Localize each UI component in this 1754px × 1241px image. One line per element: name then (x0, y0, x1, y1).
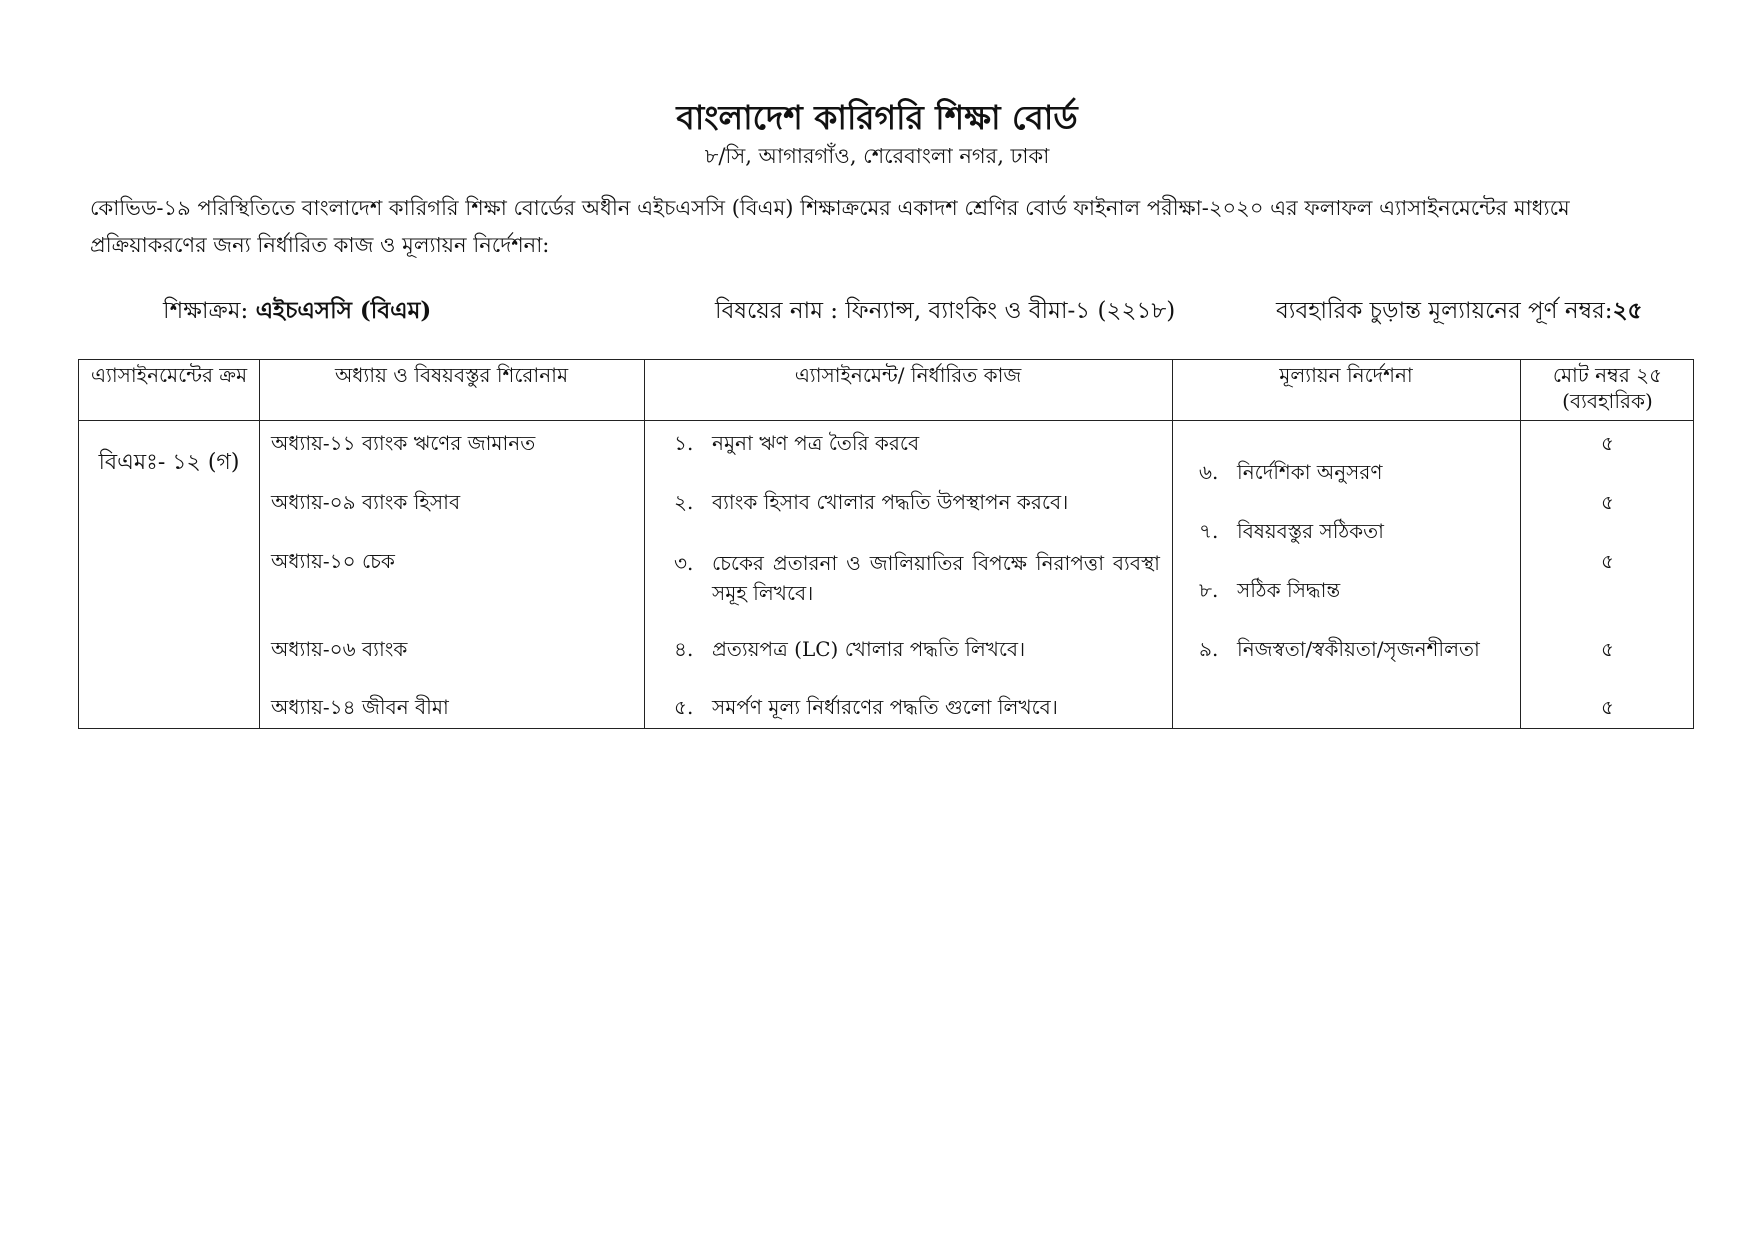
mark-value: ৫ (1601, 637, 1614, 661)
task-number: ২. (674, 490, 694, 514)
task-text: নমুনা ঋণ পত্র তৈরি করবে (712, 431, 920, 455)
mark-value: ৫ (1601, 431, 1614, 455)
table-divider (1172, 360, 1173, 728)
task-text: চেকের প্রতারনা ও জালিয়াতির বিপক্ষে নিরাপত্তা ব্যবস্থা সমূহ লিখবে। (712, 551, 1160, 605)
table-divider (259, 360, 260, 728)
criteria-number: ৭. (1199, 519, 1219, 543)
task-item (674, 489, 1160, 515)
mark-value: ৫ (1601, 549, 1614, 573)
task-number: ৩. (674, 551, 694, 575)
intro-paragraph: কোভিড-১৯ পরিস্থিতিতে বাংলাদেশ কারিগরি শিক্ষা বোর্ডের অধীন এইচএসসি (বিএম) শিক্ষাক্রমের একাদশ শ্রেণির বোর্ড ফাইনাল পরীক্ষা-২০২০ এর ফলাফল এ্যাসাইনমেন্টের মাধ্যমে প্রক্রিয়াকরণের জন্য নির্ধারিত কাজ ও মূল্যায়ন নির্দেশনা: (90, 196, 1570, 257)
table-header-divider (79, 420, 1693, 421)
header-chapter-title: অধ্যায় ও বিষয়বস্তুর শিরোনাম (334, 363, 569, 387)
task-text: প্রত্যয়পত্র (LC) খোলার পদ্ধতি লিখবে। (712, 637, 1026, 661)
curriculum-label: শিক্ষাক্রম: (163, 298, 249, 324)
task-number: ৪. (674, 637, 694, 661)
criteria-item (1199, 577, 1509, 603)
assignment-table (78, 359, 1694, 729)
curriculum-line (163, 292, 431, 331)
document-title: বাংলাদেশ কারিগরি শিক্ষা বোর্ড (676, 98, 1078, 137)
task-text: সমর্পণ মূল্য নির্ধারণের পদ্ধতি গুলো লিখবে। (712, 695, 1058, 719)
mark-value: ৫ (1601, 490, 1614, 514)
task-item (674, 636, 1160, 662)
criteria-text: নিজস্বতা/স্বকীয়তা/সৃজনশীলতা (1237, 637, 1480, 661)
full-marks-value: ২৫ (1612, 297, 1643, 324)
task-text: ব্যাংক হিসাব খোলার পদ্ধতি উপস্থাপন করবে। (712, 490, 1069, 514)
curriculum-value: এইচএসসি (বিএম) (255, 297, 432, 324)
criteria-item (1199, 459, 1509, 485)
criteria-number: ৬. (1199, 460, 1219, 484)
chapter-item: অধ্যায়-১১ ব্যাংক ঋণের জামানত (271, 431, 536, 455)
criteria-number: ৮. (1199, 578, 1219, 602)
full-marks-label: ব্যবহারিক চুড়ান্ত মূল্যায়নের পূর্ণ নম্বর: (1276, 298, 1613, 324)
header-assigned-task: এ্যাসাইনমেন্ট/ নির্ধারিত কাজ (794, 363, 1022, 387)
chapter-item: অধ্যায়-০৬ ব্যাংক (271, 637, 408, 661)
header-assignment-order: এ্যাসাইনমেন্টের ক্রম (90, 363, 248, 387)
table-divider (1520, 360, 1521, 728)
task-item (674, 694, 1160, 720)
criteria-text: সঠিক সিদ্ধান্ত (1237, 578, 1341, 602)
board-address: ৮/সি, আগারগাঁও, শেরেবাংলা নগর, ঢাকা (704, 144, 1050, 168)
task-number: ৫. (674, 695, 694, 719)
table-divider (644, 360, 645, 728)
criteria-number: ৯. (1199, 637, 1219, 661)
task-number: ১. (674, 431, 694, 455)
header-evaluation-guideline: মূল্যায়ন নির্দেশনা (1279, 363, 1413, 387)
header-total-marks: মোট নম্বর ২৫ (ব্যবহারিক) (1552, 363, 1663, 413)
criteria-item (1199, 636, 1509, 662)
chapter-item: অধ্যায়-০৯ ব্যাংক হিসাব (271, 490, 461, 514)
task-item (674, 548, 1160, 608)
mark-value: ৫ (1601, 695, 1614, 719)
criteria-text: নির্দেশিকা অনুসরণ (1237, 460, 1383, 484)
full-marks-line (1276, 292, 1642, 331)
assignment-code: বিএমঃ- ১২ (গ) (98, 450, 240, 475)
chapter-item: অধ্যায়-১৪ জীবন বীমা (271, 695, 449, 719)
task-item (674, 430, 1160, 456)
subject-line: বিষয়ের নাম : ফিন্যান্স, ব্যাংকিং ও বীমা-১ (২২১৮) (715, 298, 1176, 324)
criteria-text: বিষয়বস্তুর সঠিকতা (1237, 519, 1384, 543)
chapter-item: অধ্যায়-১০ চেক (271, 549, 395, 573)
criteria-item (1199, 518, 1509, 544)
